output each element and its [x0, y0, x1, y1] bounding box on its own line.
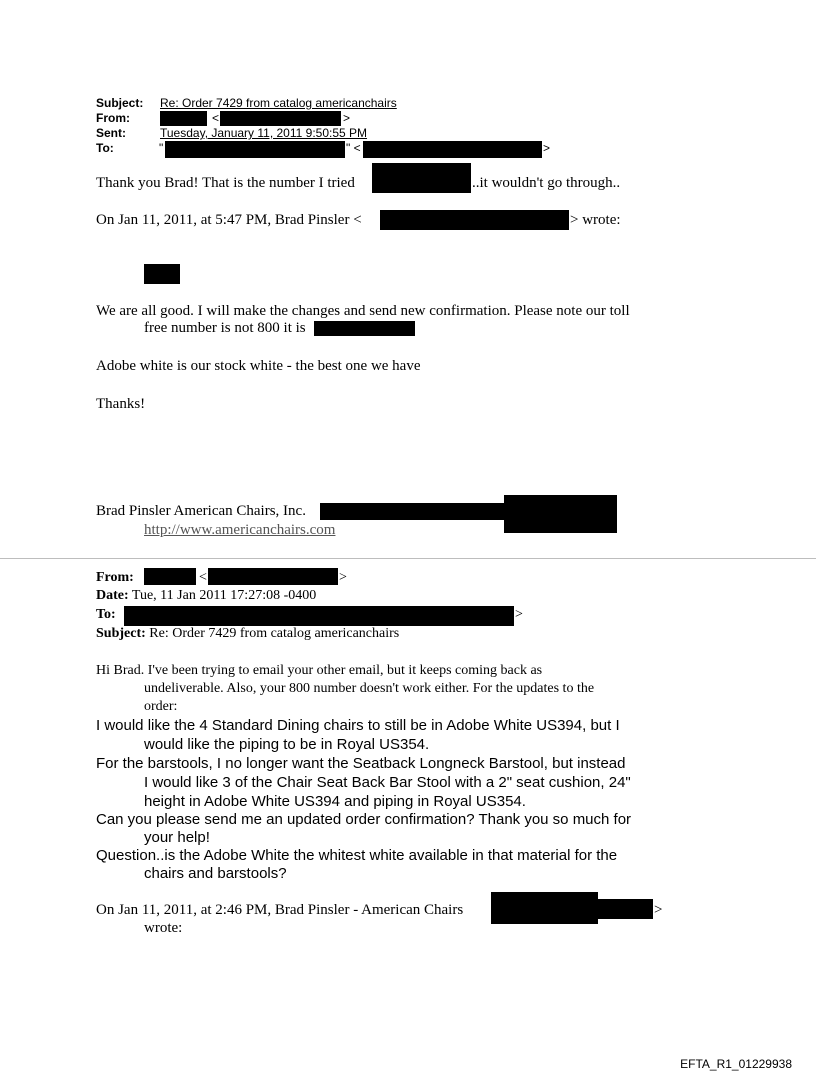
redaction-from2-name	[144, 568, 196, 585]
subject2-row	[96, 626, 399, 642]
to-close-bracket: >	[543, 141, 551, 155]
date2-label: Date:	[96, 588, 129, 603]
reply-line1-b: ..it wouldn't go through..	[472, 175, 621, 191]
redaction-sig-block	[504, 495, 617, 533]
redaction-to-name	[165, 141, 345, 158]
from2-label: From:	[96, 570, 134, 585]
redaction-quote2-b	[596, 899, 653, 919]
redaction-brad-email	[380, 210, 569, 230]
cust-line-1: Hi Brad. I've been trying to email your other email, but it keeps coming back as	[96, 663, 543, 678]
subject2-label: Subject:	[96, 626, 146, 641]
redaction-greeting	[144, 264, 180, 284]
from2-open: <	[199, 570, 207, 585]
cust-line-8: height in Adobe White US394 and piping in Royal US354.	[144, 793, 526, 810]
redaction-toll-free	[314, 321, 415, 336]
quote-intro-b: > wrote:	[570, 212, 621, 228]
subject-value: Re: Order 7429 from catalog americanchairs	[160, 96, 397, 110]
reply-line1-a: Thank you Brad! That is the number I tried	[96, 175, 355, 191]
cust-line-6: For the barstools, I no longer want the Seatback Longneck Barstool, but instead	[96, 755, 626, 772]
to2-close: >	[515, 607, 523, 622]
to-label: To:	[96, 141, 114, 155]
redaction-to-email	[363, 141, 542, 158]
brad-p1-line1: We are all good. I will make the changes and send new confirmation. Please note our toll	[96, 303, 630, 319]
from-open-bracket: <	[212, 111, 220, 125]
brad-p3: Thanks!	[96, 396, 146, 412]
subject2-value: Re: Order 7429 from catalog americanchairs	[149, 626, 400, 641]
redaction-from2-email	[208, 568, 338, 585]
redaction-to2	[124, 606, 514, 626]
subject-label: Subject:	[96, 96, 144, 110]
cust-line-7: I would like 3 of the Chair Seat Back Bar Stool with a 2" seat cushion, 24"	[144, 774, 631, 791]
sent-label: Sent:	[96, 126, 126, 140]
cust-line-12: chairs and barstools?	[144, 865, 287, 882]
to2-label: To:	[96, 607, 116, 622]
divider	[0, 558, 816, 559]
from-close-bracket: >	[343, 111, 351, 125]
sent-value: Tuesday, January 11, 2011 9:50:55 PM	[160, 126, 368, 140]
cust-line-2: undeliverable. Also, your 800 number doesn't work either. For the updates to the	[144, 681, 595, 696]
from2-close: >	[339, 570, 347, 585]
redaction-quote2-a	[491, 892, 598, 924]
cust-line-11: Question..is the Adobe White the whitest white available in that material for the	[96, 847, 618, 864]
cust-line-10: your help!	[144, 829, 210, 846]
quote2-wrote: wrote:	[144, 920, 183, 936]
quote2-line-a: On Jan 11, 2011, at 2:46 PM, Brad Pinsler - American Chairs	[96, 902, 464, 918]
from-label: From:	[96, 111, 130, 125]
quote2-close: >	[654, 902, 663, 918]
cust-line-5: would like the piping to be in Royal US354.	[144, 736, 430, 753]
redaction-from-email	[220, 111, 341, 126]
cust-line-4: I would like the 4 Standard Dining chairs to still be in Adobe White US394, but I	[96, 717, 620, 734]
redaction-phone-tried	[372, 163, 471, 193]
date2-value: Tue, 11 Jan 2011 17:27:08 -0400	[131, 588, 317, 603]
cust-line-9: Can you please send me an updated order confirmation? Thank you so much for	[96, 811, 632, 828]
doc-id-stamp: EFTA_R1_01229938	[680, 1057, 792, 1071]
cust-line-3: order:	[144, 699, 178, 714]
redaction-from-name	[160, 111, 207, 126]
to-quote-open: "	[159, 141, 164, 155]
brad-signature: Brad Pinsler American Chairs, Inc.	[96, 503, 306, 519]
to-quote-mid: " <	[346, 141, 361, 155]
date2-row	[96, 588, 316, 604]
quote-intro-a: On Jan 11, 2011, at 5:47 PM, Brad Pinsler <	[96, 212, 362, 228]
redaction-sig-contact	[320, 503, 506, 520]
americanchairs-link[interactable]: http://www.americanchairs.com	[144, 522, 336, 538]
brad-p2: Adobe white is our stock white - the best one we have	[96, 358, 421, 374]
brad-p1-line2: free number is not 800 it is	[144, 320, 306, 336]
